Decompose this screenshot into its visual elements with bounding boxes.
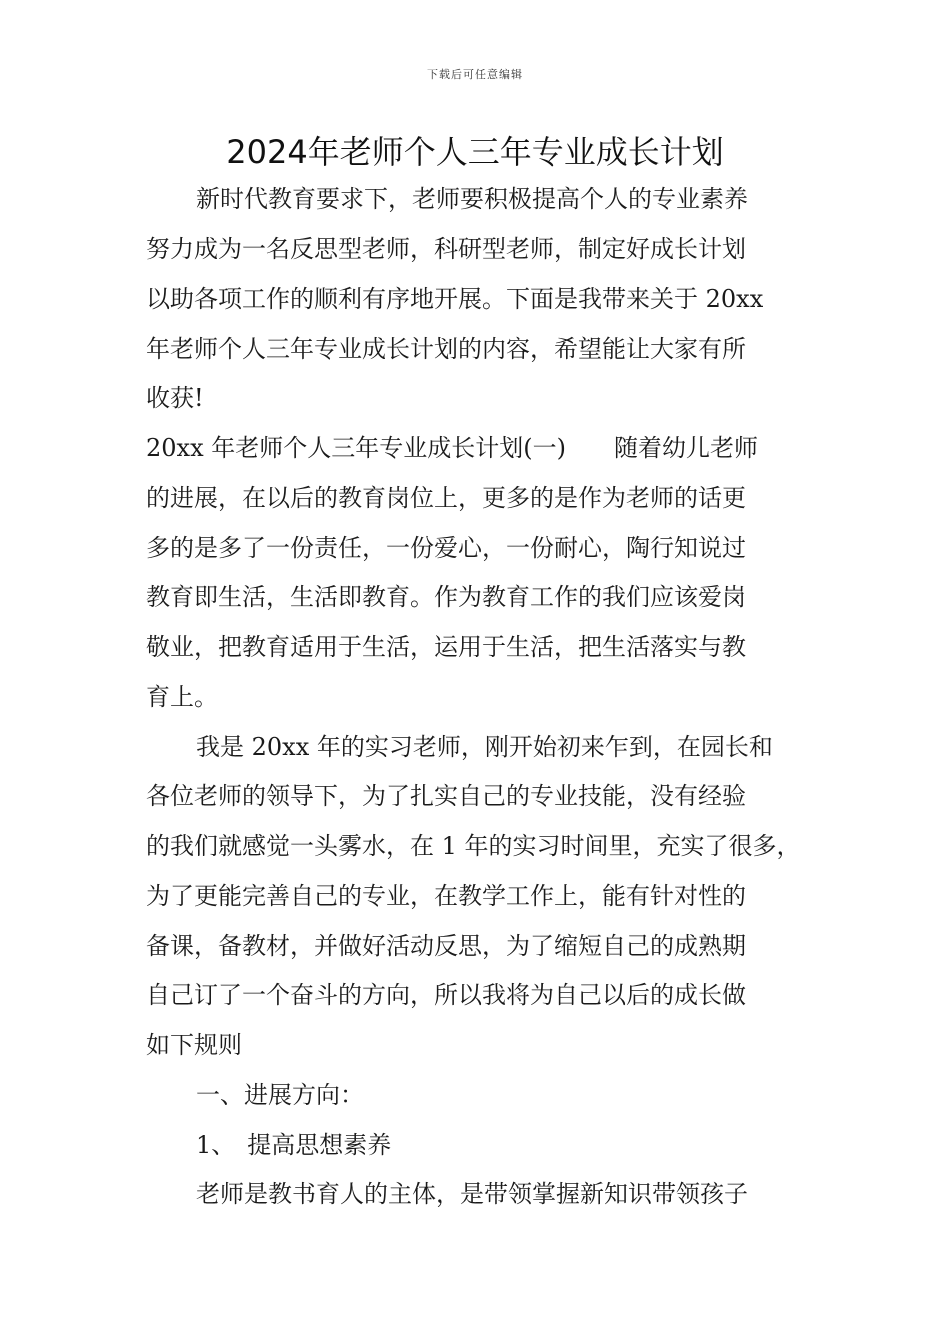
paragraph-line: 备课，备教材，并做好活动反思，为了缩短自己的成熟期 <box>146 932 746 960</box>
paragraph-line: 努力成为一名反思型老师，科研型老师，制定好成长计划 <box>146 235 746 263</box>
document-title: 2024年老师个人三年专业成长计划 <box>226 133 724 171</box>
paragraph-line: 如下规则 <box>146 1031 242 1059</box>
paragraph-line: 敬业，把教育适用于生活，运用于生活，把生活落实与教 <box>146 633 746 661</box>
download-note: 下载后可任意编辑 <box>427 68 523 81</box>
section-heading: 一、进展方向： <box>196 1081 364 1109</box>
subsection-heading: 1、 提高思想素养 <box>196 1131 392 1159</box>
paragraph-line: 为了更能完善自己的专业，在教学工作上，能有针对性的 <box>146 882 746 910</box>
paragraph-line: 的进展，在以后的教育岗位上，更多的是作为老师的话更 <box>146 484 746 512</box>
paragraph-line: 自己订了一个奋斗的方向，所以我将为自己以后的成长做 <box>146 981 746 1009</box>
paragraph-line: 年老师个人三年专业成长计划的内容，希望能让大家有所 <box>146 335 746 363</box>
paragraph-line: 育上。 <box>146 683 218 711</box>
paragraph-line: 各位老师的领导下，为了扎实自己的专业技能，没有经验 <box>146 782 746 810</box>
paragraph-line: 我是 20xx 年的实习老师，刚开始初来乍到，在园长和 <box>196 733 773 761</box>
paragraph-line: 老师是教书育人的主体，是带领掌握新知识带领孩子 <box>196 1180 748 1208</box>
paragraph-line: 新时代教育要求下，老师要积极提高个人的专业素养 <box>196 185 748 213</box>
paragraph-line: 的我们就感觉一头雾水，在 1 年的实习时间里，充实了很多， <box>146 832 801 860</box>
paragraph-line: 多的是多了一份责任，一份爱心，一份耐心，陶行知说过 <box>146 534 746 562</box>
paragraph-line: 教育即生活，生活即教育。作为教育工作的我们应该爱岗 <box>146 583 746 611</box>
section-heading-line: 20xx 年老师个人三年专业成长计划(一) 随着幼儿老师 <box>146 434 758 462</box>
paragraph-line: 收获! <box>146 384 204 412</box>
paragraph-line: 以助各项工作的顺利有序地开展。下面是我带来关于 20xx <box>146 285 764 313</box>
